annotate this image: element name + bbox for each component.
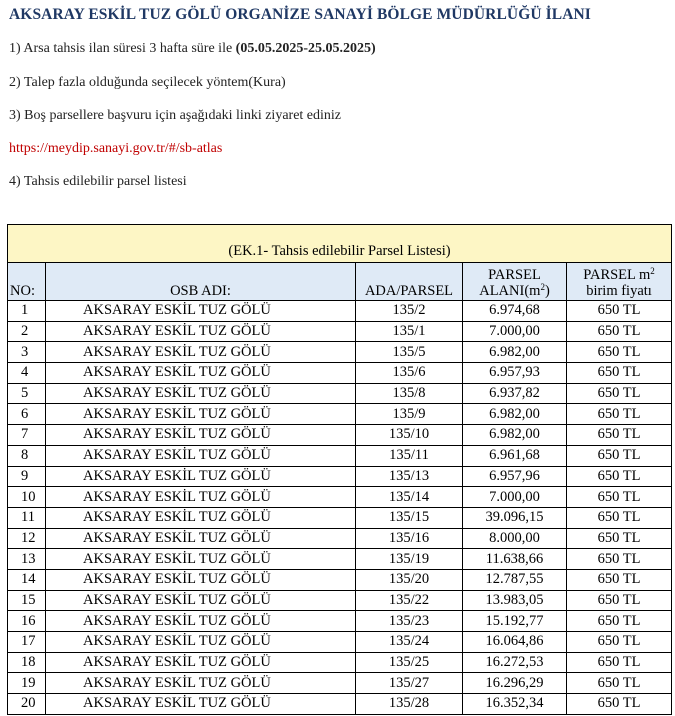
table-row (8, 652, 672, 673)
cell-osb: AKSARAY ESKİL TUZ GÖLÜ (46, 425, 356, 446)
col-header-no: NO: (8, 263, 46, 301)
cell-no: 17 (8, 632, 46, 653)
table-row (8, 507, 672, 528)
table-row (8, 404, 672, 425)
parcel-table-body (8, 301, 672, 715)
cell-no: 2 (8, 321, 46, 342)
cell-parsel-alani: 6.957,93 (463, 363, 567, 384)
parcel-table (7, 224, 672, 715)
cell-parsel-alani: 13.983,05 (463, 590, 567, 611)
cell-parsel-alani: 6.961,68 (463, 445, 567, 466)
cell-birim-fiyat: 650 TL (567, 425, 672, 446)
table-row (8, 549, 672, 570)
page-title: AKSARAY ESKİL TUZ GÖLÜ ORGANİZE SANAYİ BÖLGE MÜDÜRLÜĞÜ İLANI (9, 6, 591, 23)
col-header-ada-parsel: ADA/PARSEL (356, 263, 463, 301)
cell-no: 8 (8, 445, 46, 466)
table-row (8, 301, 672, 322)
cell-birim-fiyat: 650 TL (567, 652, 672, 673)
cell-parsel-alani: 6.982,00 (463, 425, 567, 446)
cell-osb: AKSARAY ESKİL TUZ GÖLÜ (46, 487, 356, 508)
cell-osb: AKSARAY ESKİL TUZ GÖLÜ (46, 694, 356, 715)
cell-parsel-alani: 16.296,29 (463, 673, 567, 694)
col-header-osb: OSB ADI: (46, 263, 356, 301)
table-row (8, 363, 672, 384)
parsel-alani-close: ) (544, 283, 550, 299)
table-row (8, 342, 672, 363)
cell-ada-parsel: 135/28 (356, 694, 463, 715)
item-link-line (9, 141, 222, 157)
cell-ada-parsel: 135/15 (356, 507, 463, 528)
cell-no: 15 (8, 590, 46, 611)
cell-ada-parsel: 135/22 (356, 590, 463, 611)
cell-no: 16 (8, 611, 46, 632)
cell-birim-fiyat: 650 TL (567, 632, 672, 653)
cell-no: 7 (8, 425, 46, 446)
cell-birim-fiyat: 650 TL (567, 466, 672, 487)
table-row (8, 673, 672, 694)
item-application-info: 3) Boş parsellere başvuru için aşağıdaki linki ziyaret ediniz (9, 108, 342, 123)
cell-parsel-alani: 6.982,00 (463, 342, 567, 363)
cell-no: 6 (8, 404, 46, 425)
cell-parsel-alani: 6.974,68 (463, 301, 567, 322)
cell-osb: AKSARAY ESKİL TUZ GÖLÜ (46, 466, 356, 487)
parsel-alani-sup: 2 (540, 282, 545, 292)
cell-ada-parsel: 135/24 (356, 632, 463, 653)
item-parcel-list: 4) Tahsis edilebilir parsel listesi (9, 174, 187, 189)
cell-no: 18 (8, 652, 46, 673)
table-header-row (8, 263, 672, 301)
cell-birim-fiyat: 650 TL (567, 528, 672, 549)
cell-no: 14 (8, 569, 46, 590)
cell-birim-fiyat: 650 TL (567, 569, 672, 590)
cell-ada-parsel: 135/5 (356, 342, 463, 363)
cell-parsel-alani: 7.000,00 (463, 487, 567, 508)
cell-birim-fiyat: 650 TL (567, 363, 672, 384)
table-row (8, 632, 672, 653)
table-caption: (EK.1- Tahsis edilebilir Parsel Listesi) (8, 225, 672, 263)
cell-osb: AKSARAY ESKİL TUZ GÖLÜ (46, 445, 356, 466)
cell-birim-fiyat: 650 TL (567, 673, 672, 694)
cell-parsel-alani: 6.982,00 (463, 404, 567, 425)
cell-ada-parsel: 135/8 (356, 383, 463, 404)
cell-no: 9 (8, 466, 46, 487)
table-row (8, 569, 672, 590)
table-row (8, 487, 672, 508)
cell-ada-parsel: 135/20 (356, 569, 463, 590)
application-link[interactable]: https://meydip.sanayi.gov.tr/#/sb-atlas (9, 141, 223, 156)
cell-ada-parsel: 135/27 (356, 673, 463, 694)
table-row (8, 694, 672, 715)
cell-birim-fiyat: 650 TL (567, 342, 672, 363)
cell-parsel-alani: 16.272,53 (463, 652, 567, 673)
cell-osb: AKSARAY ESKİL TUZ GÖLÜ (46, 404, 356, 425)
cell-birim-fiyat: 650 TL (567, 301, 672, 322)
cell-ada-parsel: 135/14 (356, 487, 463, 508)
cell-osb: AKSARAY ESKİL TUZ GÖLÜ (46, 363, 356, 384)
parsel-alani-line1: PARSEL (488, 267, 541, 283)
cell-birim-fiyat: 650 TL (567, 321, 672, 342)
parsel-alani-line2: ALANI(m (479, 283, 541, 299)
table-row (8, 590, 672, 611)
cell-birim-fiyat: 650 TL (567, 507, 672, 528)
cell-ada-parsel: 135/9 (356, 404, 463, 425)
announcement-period-text: 1) Arsa tahsis ilan süresi 3 hafta süre ile (9, 41, 236, 56)
cell-no: 19 (8, 673, 46, 694)
birim-fiyat-line2: birim fiyatı (586, 283, 652, 299)
cell-birim-fiyat: 650 TL (567, 383, 672, 404)
cell-osb: AKSARAY ESKİL TUZ GÖLÜ (46, 590, 356, 611)
cell-ada-parsel: 135/19 (356, 549, 463, 570)
cell-no: 4 (8, 363, 46, 384)
item-selection-method: 2) Talep fazla olduğunda seçilecek yöntem(Kura) (9, 75, 286, 90)
item-announcement-period (9, 41, 376, 57)
cell-birim-fiyat: 650 TL (567, 404, 672, 425)
cell-ada-parsel: 135/2 (356, 301, 463, 322)
cell-parsel-alani: 6.957,96 (463, 466, 567, 487)
cell-osb: AKSARAY ESKİL TUZ GÖLÜ (46, 549, 356, 570)
cell-birim-fiyat: 650 TL (567, 611, 672, 632)
cell-parsel-alani: 16.352,34 (463, 694, 567, 715)
cell-no: 11 (8, 507, 46, 528)
table-row (8, 425, 672, 446)
cell-ada-parsel: 135/13 (356, 466, 463, 487)
cell-parsel-alani: 39.096,15 (463, 507, 567, 528)
cell-osb: AKSARAY ESKİL TUZ GÖLÜ (46, 507, 356, 528)
cell-osb: AKSARAY ESKİL TUZ GÖLÜ (46, 673, 356, 694)
cell-osb: AKSARAY ESKİL TUZ GÖLÜ (46, 321, 356, 342)
col-header-parsel-alani (463, 263, 567, 301)
cell-birim-fiyat: 650 TL (567, 549, 672, 570)
cell-osb: AKSARAY ESKİL TUZ GÖLÜ (46, 569, 356, 590)
cell-no: 5 (8, 383, 46, 404)
cell-parsel-alani: 11.638,66 (463, 549, 567, 570)
table-row (8, 445, 672, 466)
cell-parsel-alani: 12.787,55 (463, 569, 567, 590)
cell-no: 3 (8, 342, 46, 363)
cell-no: 1 (8, 301, 46, 322)
col-header-birim-fiyat (567, 263, 672, 301)
cell-osb: AKSARAY ESKİL TUZ GÖLÜ (46, 652, 356, 673)
cell-osb: AKSARAY ESKİL TUZ GÖLÜ (46, 301, 356, 322)
cell-osb: AKSARAY ESKİL TUZ GÖLÜ (46, 528, 356, 549)
cell-birim-fiyat: 650 TL (567, 590, 672, 611)
table-row (8, 466, 672, 487)
cell-parsel-alani: 16.064,86 (463, 632, 567, 653)
table-row (8, 383, 672, 404)
cell-osb: AKSARAY ESKİL TUZ GÖLÜ (46, 632, 356, 653)
cell-no: 12 (8, 528, 46, 549)
table-row (8, 528, 672, 549)
birim-fiyat-sup: 2 (650, 266, 655, 276)
cell-birim-fiyat: 650 TL (567, 694, 672, 715)
cell-ada-parsel: 135/16 (356, 528, 463, 549)
announcement-dates: (05.05.2025-25.05.2025) (235, 41, 376, 56)
cell-no: 13 (8, 549, 46, 570)
table-row (8, 321, 672, 342)
cell-birim-fiyat: 650 TL (567, 445, 672, 466)
cell-osb: AKSARAY ESKİL TUZ GÖLÜ (46, 611, 356, 632)
cell-osb: AKSARAY ESKİL TUZ GÖLÜ (46, 383, 356, 404)
cell-ada-parsel: 135/10 (356, 425, 463, 446)
cell-ada-parsel: 135/6 (356, 363, 463, 384)
cell-ada-parsel: 135/11 (356, 445, 463, 466)
cell-osb: AKSARAY ESKİL TUZ GÖLÜ (46, 342, 356, 363)
birim-fiyat-line1: PARSEL m (583, 267, 651, 283)
cell-birim-fiyat: 650 TL (567, 487, 672, 508)
cell-ada-parsel: 135/1 (356, 321, 463, 342)
cell-parsel-alani: 7.000,00 (463, 321, 567, 342)
cell-parsel-alani: 15.192,77 (463, 611, 567, 632)
cell-ada-parsel: 135/23 (356, 611, 463, 632)
table-row (8, 611, 672, 632)
cell-parsel-alani: 8.000,00 (463, 528, 567, 549)
cell-parsel-alani: 6.937,82 (463, 383, 567, 404)
cell-no: 20 (8, 694, 46, 715)
cell-ada-parsel: 135/25 (356, 652, 463, 673)
cell-no: 10 (8, 487, 46, 508)
